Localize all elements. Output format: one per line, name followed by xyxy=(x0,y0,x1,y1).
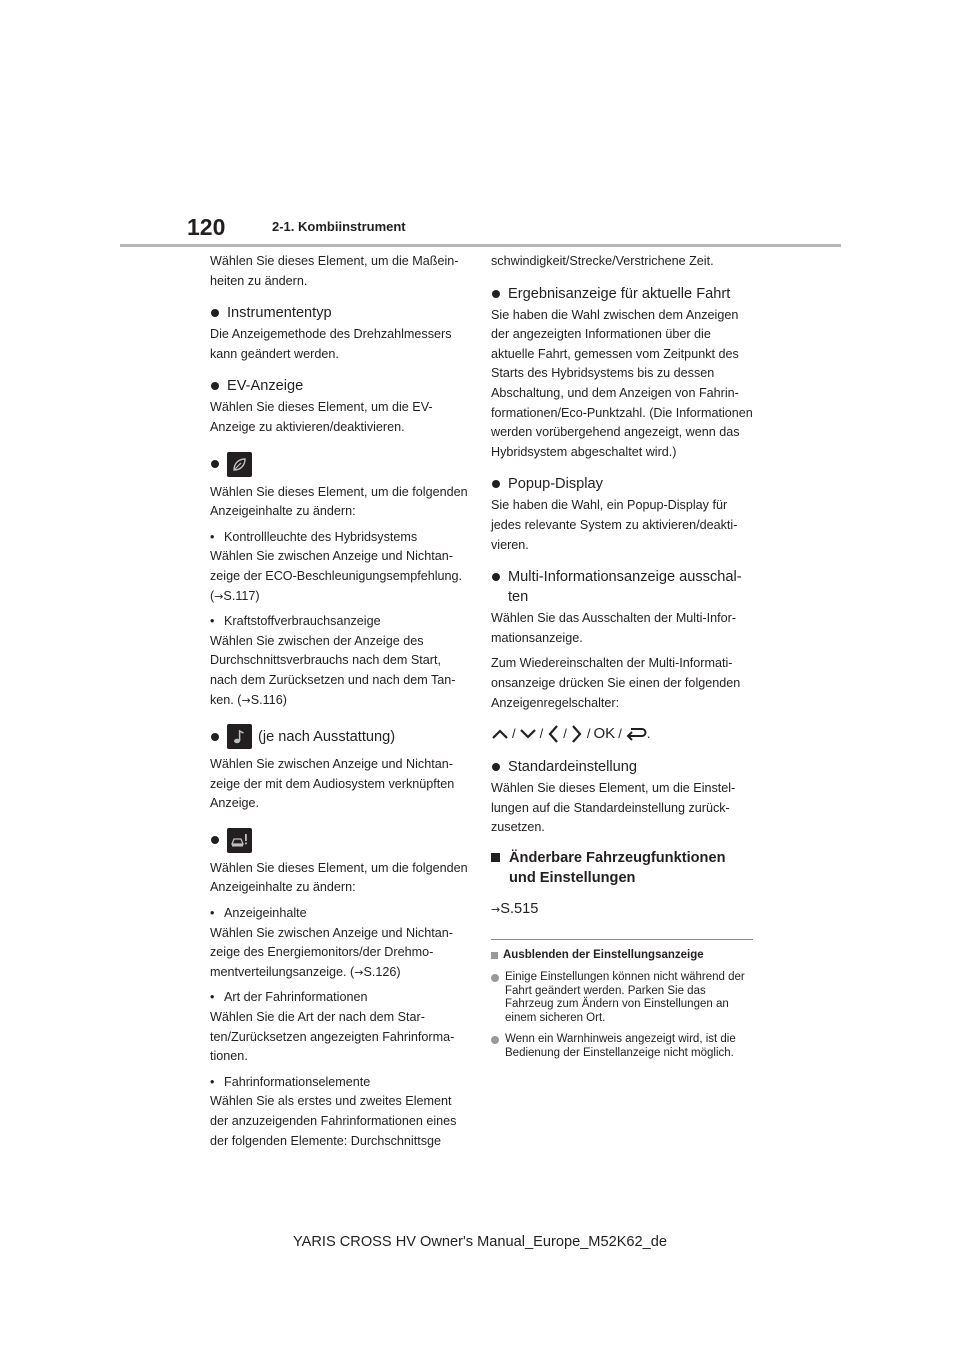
section-title: 2-1. Kombiinstrument xyxy=(272,219,406,234)
bullet-icon xyxy=(211,460,219,468)
note-item-1-text: Einige Einstellungen können nicht während der Fahrt geändert werden. Parken Sie das Fahrzeug zum Ändern von Einstellungen an einem sicheren Ort. xyxy=(505,971,745,1024)
audio-heading xyxy=(210,724,470,749)
vehicle-functions-ref xyxy=(491,900,753,920)
bullet-icon xyxy=(492,763,500,771)
audio-text: Wählen Sie zwischen Anzeige und Nichtanzeige der mit dem Audiosystem verknüpften Anzeige. xyxy=(210,757,455,811)
results-text: Sie haben die Wahl zwischen dem Anzeigen der angezeigten Informationen über die aktuelle Fahrt, gemessen vom Zeitpunkt des Starts des Hybridsystems bis zu dessen Abschaltung, und dem Anzeigen von Fahrinformationen/Eco-Punktzahl. (Die Informationen werden vorübergehend angezeigt, wenn das Hybridsystem abgeschaltet wird.) xyxy=(491,307,753,459)
square-bullet-icon xyxy=(491,952,498,959)
leaf-sub-2-text: Wählen Sie zwischen der Anzeige des Durchschnittsverbrauchs nach dem Start, nach dem Zurücksetzen und nach dem Tanken. ( xyxy=(210,633,456,707)
back-icon xyxy=(625,726,647,742)
control-switches xyxy=(491,723,753,745)
separator: / xyxy=(512,726,516,742)
note-item-2-text: Wenn ein Warnhinweis angezeigt wird, ist die Bedienung der Einstellanzeige nicht möglich. xyxy=(505,1033,736,1059)
vehicle-sub-1-page: S.126) xyxy=(363,964,401,979)
period: . xyxy=(646,726,651,742)
ref-arrow-icon: → xyxy=(491,902,501,916)
continuation-text: schwindigkeit/Strecke/Verstrichene Zeit. xyxy=(491,254,714,268)
leaf-sub-1: • Kontrollleuchte des Hybridsystems Wählen Sie zwischen Anzeige und Nichtanzeige der ECO-Beschleunigungsempfehlung. (→S.117) xyxy=(210,529,463,603)
separator: / xyxy=(618,726,622,742)
vehicle-functions-title: Änderbare Fahrzeugfunktionen und Einstellungen xyxy=(509,849,726,886)
ref-arrow-icon: → xyxy=(354,965,364,979)
vehicle-functions-heading xyxy=(491,848,753,888)
intro-text: Wählen Sie dieses Element, um die Maßeinheiten zu ändern. xyxy=(210,254,459,288)
vehicle-heading xyxy=(210,828,470,853)
leaf-icon xyxy=(227,452,252,477)
note-heading xyxy=(491,948,753,963)
ev-text: Wählen Sie dieses Element, um die EV-Anzeige zu aktivieren/deaktivieren. xyxy=(210,400,433,434)
note-divider xyxy=(491,939,753,940)
ref-arrow-icon: → xyxy=(241,693,251,707)
bullet-icon xyxy=(492,480,500,488)
right-column xyxy=(491,252,753,1060)
bullet-icon xyxy=(211,309,219,317)
chevron-left-icon xyxy=(546,724,560,744)
leaf-sub-2: • Kraftstoffverbrauchsanzeige Wählen Sie zwischen der Anzeige des Durchschnittsverbrauchs nach dem Start, nach dem Zurücksetzen und nach dem Tanken. (→S.116) xyxy=(210,614,456,707)
standard-text: Wählen Sie dieses Element, um die Einstellungen auf die Standardeinstellung zurückzusetzen. xyxy=(491,781,736,835)
chevron-right-icon xyxy=(570,724,584,744)
bullet-icon xyxy=(491,1036,499,1044)
bullet-icon xyxy=(492,290,500,298)
leaf-sub-1-title: Kontrollleuchte des Hybridsystems xyxy=(224,529,418,544)
instrumententyp-heading xyxy=(210,303,470,323)
note-item-1 xyxy=(491,971,753,1025)
chevron-down-icon xyxy=(519,727,537,741)
footer-text: YARIS CROSS HV Owner's Manual_Europe_M52K62_de xyxy=(292,1234,668,1250)
ref-arrow-icon: → xyxy=(214,589,224,603)
leaf-text: Wählen Sie dieses Element, um die folgenden Anzeigeinhalte zu ändern: xyxy=(210,484,468,519)
header-divider xyxy=(120,244,841,247)
leaf-sub-2-title: Kraftstoffverbrauchsanzeige xyxy=(224,614,381,629)
leaf-sub-1-page: S.117) xyxy=(223,588,260,603)
vehicle-sub-1: • Anzeigeinhalte Wählen Sie zwischen Anzeige und Nichtanzeige des Energiemonitors/der Drehmomentverteilungsanzeige. (→S.126) xyxy=(210,906,453,979)
bullet-icon xyxy=(211,382,219,390)
bullet-icon xyxy=(211,733,219,741)
vehicle-sub-3-title: Fahrinformationselemente xyxy=(224,1074,371,1089)
vehicle-sub-1-text: Wählen Sie zwischen Anzeige und Nichtanzeige des Energiemonitors/der Drehmomentverteilungsanzeige. ( xyxy=(210,925,453,979)
popup-heading xyxy=(491,474,753,494)
multi-text-1: Wählen Sie das Ausschalten der Multi-Informationsanzeige. xyxy=(491,611,737,645)
leaf-sub-1-text: Wählen Sie zwischen Anzeige und Nichtanzeige der ECO-Beschleunigungsempfehlung. ( xyxy=(210,549,463,603)
audio-title: (je nach Ausstattung) xyxy=(258,728,396,745)
left-column xyxy=(210,252,470,1151)
leaf-heading xyxy=(210,452,470,477)
results-title: Ergebnisanzeige für aktuelle Fahrt xyxy=(508,285,731,302)
popup-text: Sie haben die Wahl, ein Popup-Display für jedes relevante System zu aktivieren/deaktivieren. xyxy=(491,498,738,552)
chevron-up-icon xyxy=(491,727,509,741)
note-item-2 xyxy=(491,1033,753,1060)
page-number: 120 xyxy=(187,214,226,240)
square-bullet-icon xyxy=(491,853,500,862)
separator: / xyxy=(586,726,591,742)
ok-label: OK xyxy=(593,725,616,743)
separator: / xyxy=(539,726,544,742)
music-note-icon xyxy=(227,724,252,749)
instrumententyp-title: Instrumententyp xyxy=(227,305,332,322)
popup-title: Popup-Display xyxy=(508,476,603,493)
leaf-sub-2-page: S.116) xyxy=(250,692,287,707)
separator: / xyxy=(563,726,567,742)
results-heading xyxy=(491,284,753,304)
ev-title: EV-Anzeige xyxy=(227,378,304,395)
vehicle-sub-2: • Art der Fahrinformationen Wählen Sie die Art der nach dem Starten/Zurücksetzen angezeigten Fahrinformationen. xyxy=(210,988,470,1066)
vehicle-sub-1-title: Anzeigeinhalte xyxy=(224,906,307,921)
bullet-icon xyxy=(491,974,499,982)
bullet-icon xyxy=(492,573,500,581)
standard-title: Standardeinstellung xyxy=(508,759,638,776)
vehicle-functions-page: S.515 xyxy=(500,900,539,917)
standard-heading xyxy=(491,757,753,777)
multi-heading xyxy=(491,567,753,607)
multi-text-2: Zum Wiedereinschalten der Multi-Informationsanzeige drücken Sie einen der folgenden Anzeigenregelschalter: xyxy=(491,656,741,710)
vehicle-text: Wählen Sie dieses Element, um die folgenden Anzeigeinhalte zu ändern: xyxy=(210,860,468,895)
vehicle-info-icon xyxy=(227,828,252,853)
ev-heading xyxy=(210,376,470,396)
note-title: Ausblenden der Einstellungsanzeige xyxy=(503,949,704,962)
vehicle-sub-2-text: Wählen Sie die Art der nach dem Starten/Zurücksetzen angezeigten Fahrinformationen. xyxy=(210,1010,455,1064)
instrumententyp-text: Die Anzeigemethode des Drehzahlmessers kann geändert werden. xyxy=(210,327,452,361)
bullet-icon xyxy=(211,836,219,844)
vehicle-sub-3-text: Wählen Sie als erstes und zweites Element der anzuzeigenden Fahrinformationen eines der folgenden Elemente: Durchschnittsge xyxy=(210,1094,457,1148)
vehicle-sub-3: • Fahrinformationselemente Wählen Sie als erstes und zweites Element der anzuzeigenden Fahrinformationen eines der folgenden Elemente: Durchschnittsge xyxy=(210,1073,470,1151)
vehicle-sub-2-title: Art der Fahrinformationen xyxy=(224,990,368,1005)
multi-title: Multi-Informationsanzeige ausschalten xyxy=(508,569,742,606)
